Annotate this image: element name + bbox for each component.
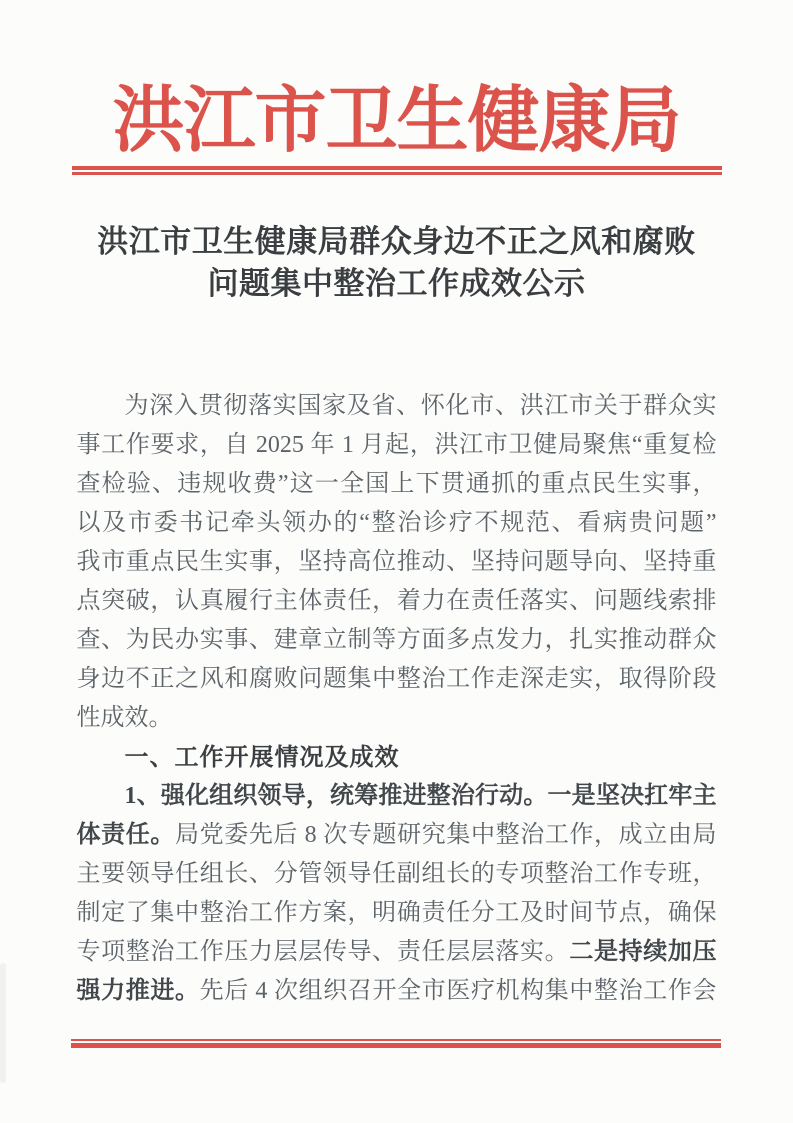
body-text: 性成效。 [76, 704, 173, 731]
body-line [77, 426, 717, 465]
body-text: 以及市委书记牵头领办的“整治诊疗不规范、看病贵问题” [76, 509, 717, 536]
body-text: 专项整治工作压力层层传导、责任层层落实。 [76, 938, 570, 965]
body-line [77, 660, 717, 699]
body-line [77, 387, 717, 426]
body-line [77, 816, 717, 855]
emphasized-text: 1、强化组织领导，统筹推进整治行动。一是坚决扛牢主 [124, 782, 717, 809]
body-line [77, 582, 717, 621]
body-text: 点突破，认真履行主体责任，着力在责任落实、问题线索排 [76, 587, 717, 614]
footer-rule-thick-line [71, 1043, 721, 1048]
body-text: 我市重点民生实事，坚持高位推动、坚持问题导向、坚持重 [76, 548, 717, 575]
body-text: 局党委先后 8 次专题研究集中整治工作，成立由局 [174, 821, 717, 848]
body-line [77, 972, 717, 1011]
body-line [77, 621, 717, 660]
body-text: 制定了集中整治工作方案，明确责任分工及时间节点，确保 [76, 899, 717, 926]
document-body [77, 387, 717, 1011]
emphasized-text: 二是持续加压 [569, 938, 717, 965]
body-line [77, 543, 717, 582]
scan-artifact [0, 963, 6, 1083]
header-double-rule [72, 166, 722, 175]
document-title [0, 221, 793, 305]
body-line [77, 699, 717, 738]
document-title-line-1: 洪江市卫生健康局群众身边不正之风和腐败 [97, 223, 696, 259]
body-line [77, 777, 717, 816]
body-text: 查、为民办实事、建章立制等方面多点发力，扎实推动群众 [76, 626, 717, 653]
body-text: 查检验、违规收费”这一全国上下贯通抓的重点民生实事， [76, 470, 717, 497]
letterhead-agency-title: 洪江市卫生健康局 [112, 81, 681, 161]
body-line [77, 894, 717, 933]
body-text: 为深入贯彻落实国家及省、怀化市、洪江市关于群众实 [124, 392, 717, 419]
section-heading [77, 738, 717, 777]
body-line [77, 504, 717, 543]
emphasized-text: 一、工作开展情况及成效 [124, 743, 400, 771]
emphasized-text: 体责任。 [76, 821, 175, 848]
body-text: 身边不正之风和腐败问题集中整治工作走深走实，取得阶段 [76, 665, 717, 692]
body-text: 主要领导任组长、分管领导任副组长的专项整治工作专班， [76, 860, 717, 887]
emphasized-text: 强力推进。 [76, 977, 200, 1004]
body-line [77, 933, 717, 972]
body-text: 先后 4 次组织召开全市医疗机构集中整治工作会 [199, 977, 717, 1004]
footer-double-rule [71, 1039, 721, 1048]
header-rule-thin-line [72, 172, 722, 175]
body-line [77, 855, 717, 894]
document-title-line-2: 问题集中整治工作成效公示 [207, 265, 586, 301]
body-line [77, 465, 717, 504]
body-text: 事工作要求，自 2025 年 1 月起，洪江市卫健局聚焦“重复检 [76, 431, 717, 458]
